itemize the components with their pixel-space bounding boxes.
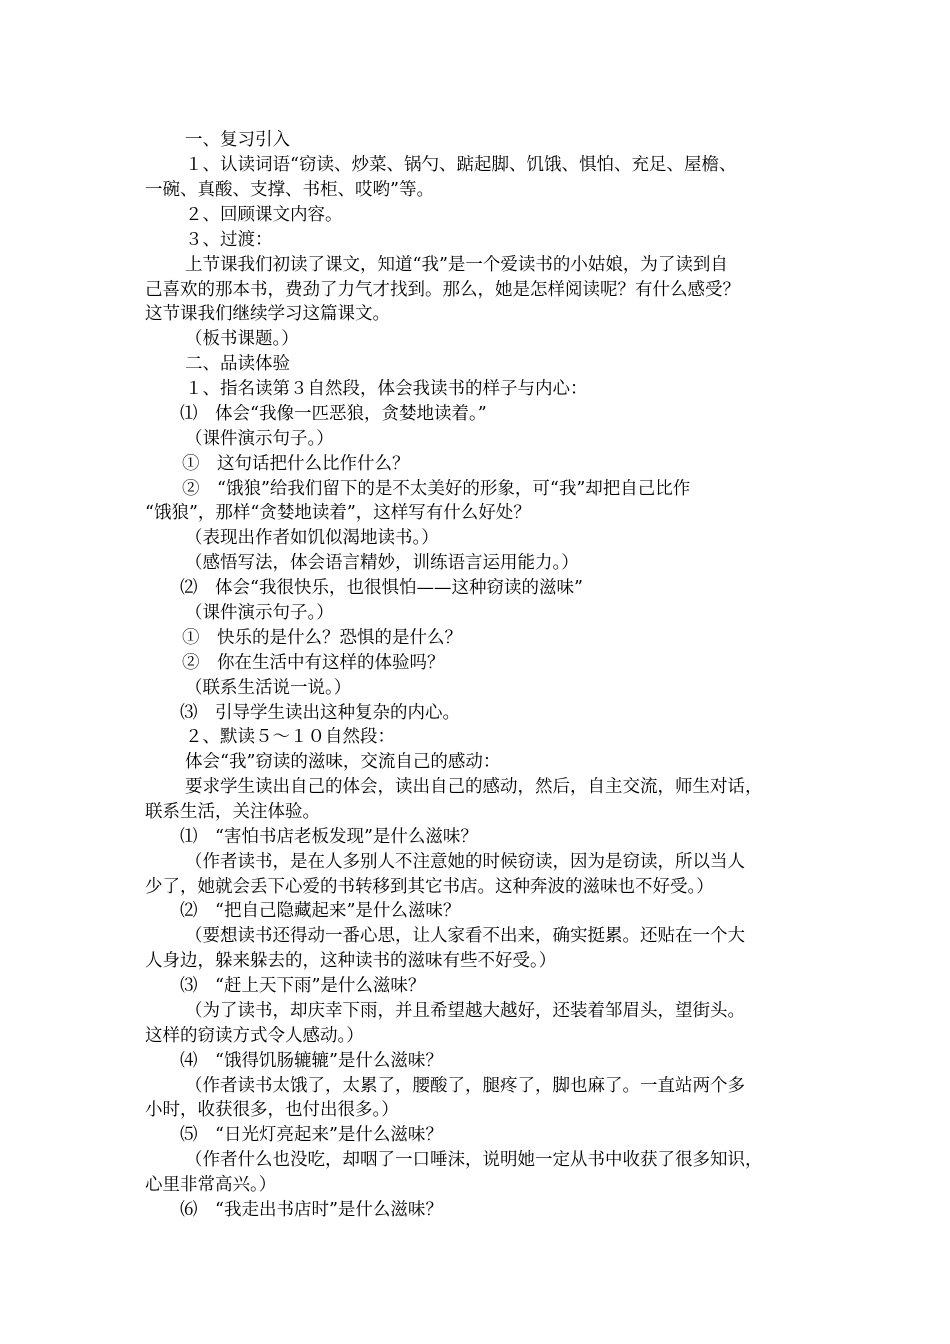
text-line: ⑶ “赶上天下雨”是什么滋味？ — [180, 976, 426, 996]
text-line: （作者什么也没吃，却咽了一口唾沫，说明她一定从书中收获了很多知识， — [185, 1150, 763, 1170]
text-line: ２、回顾课文内容。 — [185, 205, 343, 225]
text-line: （作者读书太饿了，太累了，腰酸了，腿疼了，脚也麻了。一直站两个多 — [185, 1076, 745, 1096]
text-line: （表现出作者如饥似渴地读书。） — [185, 528, 439, 548]
text-line: ① 快乐的是什么？恐惧的是什么？ — [182, 628, 462, 648]
text-line: ① 这句话把什么比作什么？ — [182, 454, 410, 474]
text-line: 这节课我们继续学习这篇课文。 — [145, 304, 390, 324]
text-line: 己喜欢的那本书，费劲了力气才找到。那么，她是怎样阅读呢？有什么感受？ — [145, 280, 740, 300]
text-line: ⑷ “饿得饥肠辘辘”是什么滋味？ — [180, 1051, 443, 1071]
section-heading-review: 一、复习引入 — [185, 130, 290, 150]
text-line: （联系生活说一说。） — [185, 678, 352, 698]
text-line: 少了，她就会丢下心爱的书转移到其它书店。这种奔波的滋味也不好受。） — [145, 877, 714, 897]
text-line: 小时，收获很多，也付出很多。） — [145, 1100, 399, 1120]
text-line: 联系生活，关注体验。 — [145, 802, 320, 822]
text-line: ⑸ “日光灯亮起来”是什么滋味？ — [180, 1125, 443, 1145]
text-line: ⑵ 体会“我很快乐，也很惧怕——这种窃读的滋味” — [180, 578, 583, 598]
text-line: 一碗、真酸、支撑、书柜、哎哟”等。 — [145, 180, 434, 200]
text-line: （课件演示句子。） — [185, 429, 334, 449]
text-line: ３、过渡： — [185, 230, 273, 250]
text-line: （板书课题。） — [185, 329, 299, 349]
text-line: ② “饿狼”给我们留下的是不太美好的形象，可“我”却把自己比作 — [182, 479, 691, 499]
section-heading-reading: 二、品读体验 — [185, 354, 290, 374]
text-line: ２、默读５～１０自然段： — [185, 727, 395, 747]
text-line: 上节课我们初读了课文，知道“我”是一个爱读书的小姑娘，为了读到自 — [185, 255, 728, 275]
text-line: ② 你在生活中有这样的体验吗？ — [182, 653, 445, 673]
text-line: （要想读书还得动一番心思，让人家看不出来，确实挺累。还贴在一个大 — [185, 926, 745, 946]
text-line: １、认读词语“窃读、炒菜、锅勺、踮起脚、饥饿、惧怕、充足、屋檐、 — [185, 155, 737, 175]
text-line: ⑶ 引导学生读出这种复杂的内心。 — [180, 703, 460, 723]
text-line: “饿狼”，那样“贪婪地读着”，这样写有什么好处？ — [145, 503, 531, 523]
text-line: ⑴ 体会“我像一匹恶狼，贪婪地读着。” — [180, 404, 487, 424]
text-line: （为了读书，却庆幸下雨，并且希望越大越好，还装着邹眉头，望街头。 — [185, 1001, 745, 1021]
text-line: （感悟写法，体会语言精妙，训练语言运用能力。） — [185, 553, 579, 573]
text-line: ⑴ “害怕书店老板发现”是什么滋味？ — [180, 827, 478, 847]
text-line: 这样的窃读方式令人感动。） — [145, 1026, 364, 1046]
text-line: （作者读书，是在人多别人不注意她的时候窃读，因为是窃读，所以当人 — [185, 852, 745, 872]
text-line: 人身边，躲来躲去的，这种读书的滋味有些不好受。） — [145, 951, 557, 971]
text-line: 体会“我”窃读的滋味，交流自己的感动： — [185, 752, 501, 772]
text-line: ⑵ “把自己隐藏起来”是什么滋味？ — [180, 901, 461, 921]
text-line: 要求学生读出自己的体会，读出自己的感动，然后，自主交流，师生对话， — [185, 777, 763, 797]
text-line: １、指名读第３自然段，体会我读书的样子与内心： — [185, 379, 588, 399]
text-line: ⑹ “我走出书店时”是什么滋味？ — [180, 1200, 443, 1220]
text-line: 心里非常高兴。） — [145, 1175, 277, 1195]
text-line: （课件演示句子。） — [185, 603, 334, 623]
